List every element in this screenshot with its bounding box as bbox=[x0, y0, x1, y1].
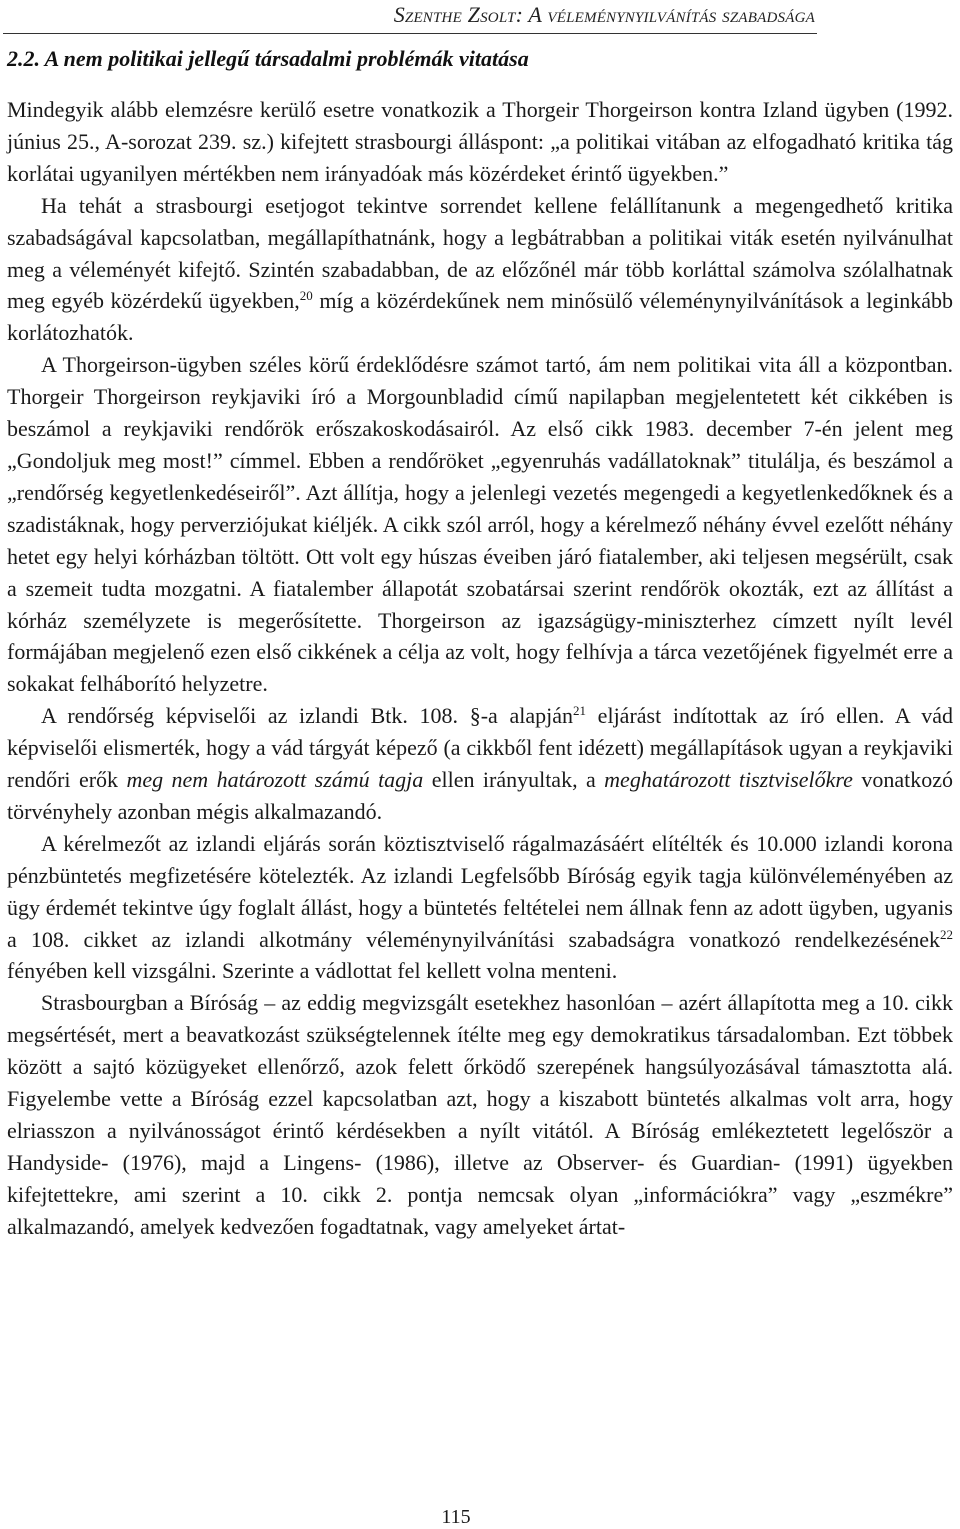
paragraph-5-text-cont: fényében kell vizsgálni. Szerinte a vádlottat fel kellett volna menteni. bbox=[7, 958, 618, 984]
paragraph-4-text-end: vonatkozó törvényhely azonban mégis alkalmazandó. bbox=[7, 767, 953, 824]
paragraph-4-text-cont: eljárást indítottak az író ellen. A vád képviselői elismerték, hogy a vád tárgyát képező (a cikkből fent idézett) megállapítások ugyan a reykjaviki rendőri erők bbox=[7, 703, 954, 793]
page-number: 115 bbox=[441, 1506, 471, 1528]
footnote-ref-22: 22 bbox=[940, 926, 953, 942]
italic-phrase-2: meghatározott tisztviselőkre bbox=[604, 767, 853, 793]
paragraph-4-text: A rendőrség képviselői az izlandi Btk. 108. §-a alapján bbox=[41, 703, 574, 729]
paragraph-4 bbox=[7, 700, 953, 828]
section-title: 2.2. A nem politikai jellegű társadalmi problémák vitatása bbox=[7, 46, 529, 71]
paragraph-4-text-cont-2: ellen irányultak, a bbox=[423, 767, 605, 793]
footnote-ref-21: 21 bbox=[573, 703, 587, 719]
paragraph-5 bbox=[7, 828, 953, 988]
running-head: Szenthe Zsolt: A véleménynyilvánítás szabadsága bbox=[393, 2, 815, 27]
paragraph-6: Strasbourgban a Bíróság – az eddig megvizsgált esetekhez hasonlóan – azért állapította meg a 10. cikk megsértését, mert a beavatkozást szükségtelennek ítélte meg egy demokratikus társadalomban. Ezt többek között a sajtó közügyeket ellenőrző, azok felett őrködő szerepének hangsúlyozásával támasztotta alá. Figyelembe vette a Bíróság ezzel kapcsolatban azt, hogy a kiszabott büntetés alkalmas volt arra, hogy elriasszon a nyilvánosságot érintő kérdésekben a nyílt vitától. A Bíróság emlékeztetett legelőször a Handyside- (1976), majd a Lingens- (1986), illetve az Observer- és Guardian- (1991) ügyekben kifejtettekre, ami szerint a 10. cikk 2. pontja nemcsak olyan „információkra” vagy „eszmékre” alkalmazandó, amelyek kedvezően fogadtatnak, vagy amelyeket ártat- bbox=[7, 990, 953, 1239]
paragraph-2 bbox=[7, 190, 953, 350]
italic-phrase-1: meg nem határozott számú tagja bbox=[126, 767, 424, 793]
body-text bbox=[7, 94, 953, 1243]
header-rule bbox=[3, 33, 817, 34]
paragraph-5-text: A kérelmezőt az izlandi eljárás során köztisztviselő rágalmazásáért elítélték és 10.000 izlandi korona pénzbüntetés megfizetésére kötelezték. Az izlandi Legfelsőbb Bíróság egyik tagja különvéleményében az ügy érdemét tekintve úgy foglalt állást, hogy a büntetés feltételei nem állnak fenn az adott ügyben, ugyanis a 108. cikket az izlandi alkotmány véleménynyilvánítási szabadságra vonatkozó rendelkezésének bbox=[7, 830, 953, 952]
footnote-ref-20: 20 bbox=[299, 288, 313, 304]
paragraph-3: A Thorgeirson-ügyben széles körű érdeklődésre számot tartó, ám nem politikai vita áll a központban. Thorgeir Thorgeirson reykjaviki író a Morgounbladid című napilapban megjelentetett két cikkében is beszámol a reykjaviki rendőrök erőszakoskodásairól. Az első cikk 1983. december 7-én jelent meg „Gondoljuk meg most!” címmel. Ebben a rendőröket „egyenruhás vadállatoknak” titulálja, és beszámol a „rendőrség kegyetlenkedéseiről”. Azt állítja, hogy a jelenlegi vezetés megengedi a kegyetlenkedőknek és a szadistáknak, hogy perverziójukat kiéljék. A cikk szól arról, hogy a kérelmező néhány évvel ezelőtt néhány hetet egy helyi kórházban töltött. Ott volt egy húszas éveiben járó fiatalember, aki teljesen megsérült, csak a szemeit tudta mozgatni. A fiatalember állapotát szobatársai szerint rendőrök okozták, ezt az állítást a kórház személyzete is megerősítette. Thorgeirson az igazságügy-miniszterhez címzett nyílt levél formájában megjelenő ezen első cikkének a célja az volt, hogy felhívja a tárca vezetőjének figyelmét erre a sokakat felháborító helyzetre. bbox=[7, 352, 953, 697]
paragraph-2-text-cont: míg a közérdekűnek nem minősülő véleménynyilvánítások a leginkább korlátozhatók. bbox=[7, 288, 953, 346]
paragraph-2-text: Ha tehát a strasbourgi esetjogot tekintve sorrendet kellene felállítanunk a megengedhető kritika szabadságával kapcsolatban, megállapíthatnánk, hogy a legbátrabban a politikai viták esetén nyilvánulhat meg a véleményét kifejtő. Szintén szabadabban, de az előzőnél már több korláttal számolva szólalhatnak meg egyéb közérdekű ügyekben, bbox=[7, 192, 953, 314]
paragraph-1: Mindegyik alább elemzésre kerülő esetre vonatkozik a Thorgeir Thorgeirson kontra Izland ügyben (1992. június 25., A-sorozat 239. sz.) kifejtett strasbourgi álláspont: „a politikai vitában az elfogadható kritika tág korlátai ugyanilyen mértékben nem irányadóak más közérdeket érintő ügyekben.” bbox=[7, 97, 953, 186]
